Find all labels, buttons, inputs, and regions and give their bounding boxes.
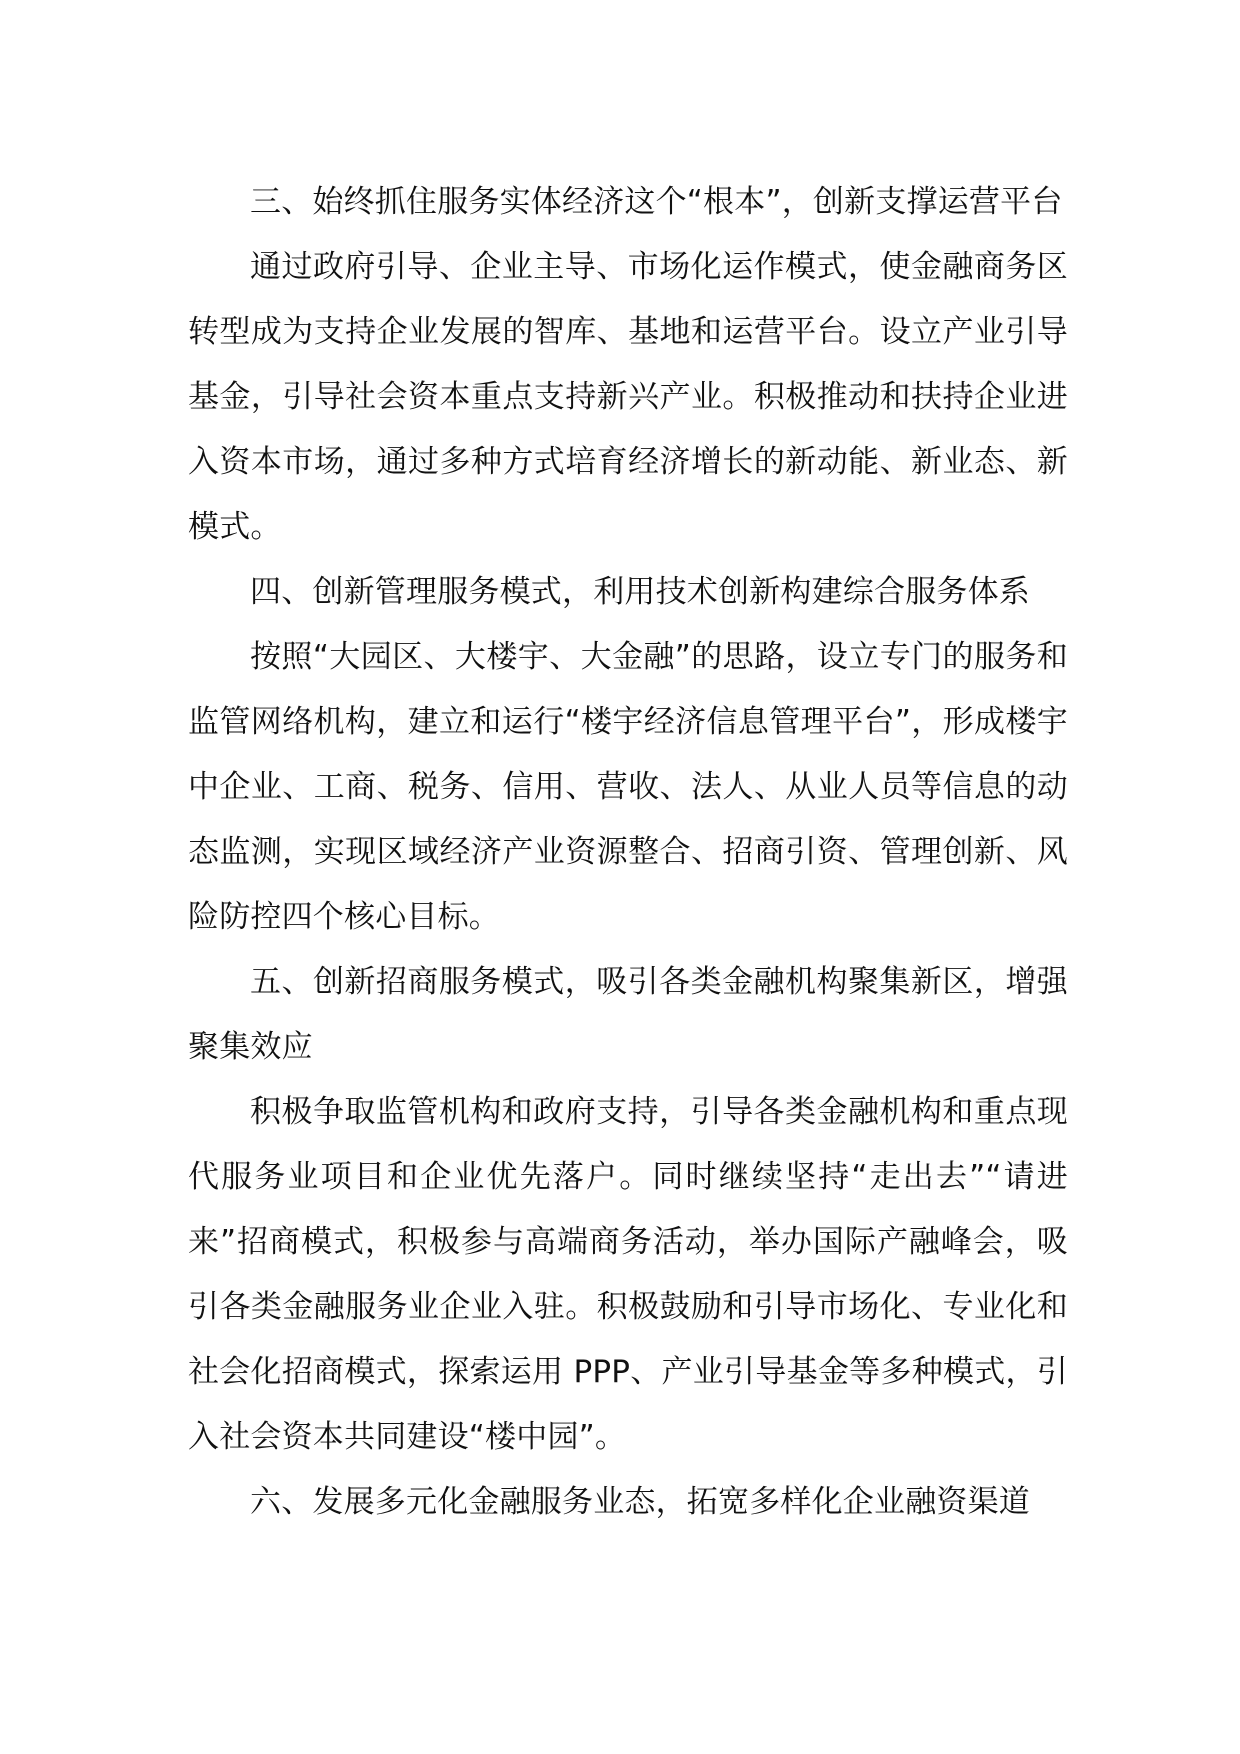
section-heading-4: 四、创新管理服务模式，利用技术创新构建综合服务体系 [250, 574, 1030, 610]
section-heading-3: 三、始终抓住服务实体经济这个“根本”，创新支撑运营平台 [250, 184, 1063, 220]
body-paragraph: 通过政府引导、企业主导、市场化运作模式，使金融商务区转型成为支持企业发展的智库、基地和运营平台。设立产业引导基金，引导社会资本重点支持新兴产业。积极推动和扶持企业进入资本市场，通过多种方式培育经济增长的新动能、新业态、新模式。 [188, 249, 1068, 545]
body-paragraph: 积极争取监管机构和政府支持，引导各类金融机构和重点现代服务业项目和企业优先落户。同时继续坚持“走出去”“请进来”招商模式，积极参与高端商务活动，举办国际产融峰会，吸引各类金融服务业企业入驻。积极鼓励和引导市场化、专业化和社会化招商模式，探索运用 PPP、产业引导基金等多种模式，引入社会资本共同建设“楼中园”。 [188, 1094, 1068, 1455]
document-body [188, 170, 1068, 1535]
section-heading-5: 五、创新招商服务模式，吸引各类金融机构聚集新区，增强聚集效应 [188, 964, 1068, 1065]
section-heading-6: 六、发展多元化金融服务业态，拓宽多样化企业融资渠道 [250, 1484, 1030, 1520]
body-paragraph: 按照“大园区、大楼宇、大金融”的思路，设立专门的服务和监管网络机构，建立和运行“楼宇经济信息管理平台”，形成楼宇中企业、工商、税务、信用、营收、法人、从业人员等信息的动态监测，实现区域经济产业资源整合、招商引资、管理创新、风险防控四个核心目标。 [188, 639, 1068, 935]
